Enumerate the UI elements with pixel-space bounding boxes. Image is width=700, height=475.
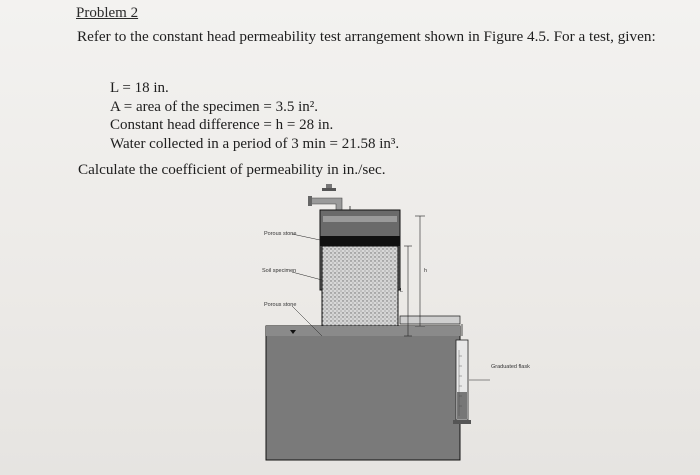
label-graduated-flask-text: Graduated flask bbox=[491, 364, 530, 370]
permeameter-diagram bbox=[250, 180, 560, 470]
problem-question: Refer to the constant head permeability test arrangement shown in Figure 4.5. For a test, given: bbox=[77, 28, 656, 45]
porous-stone-top bbox=[320, 236, 400, 246]
soil-specimen bbox=[322, 246, 398, 336]
label-L: L bbox=[400, 288, 404, 294]
problem-task: Calculate the coefficient of permeability in in./sec. bbox=[78, 161, 386, 178]
outlet-pipe bbox=[400, 316, 460, 324]
label-soil-specimen: Soil specimen bbox=[262, 268, 297, 274]
label-graduated-flask bbox=[491, 364, 530, 370]
given-volume: Water collected in a period of 3 min = 21.58 in³. bbox=[110, 135, 400, 152]
base-tank bbox=[266, 326, 460, 460]
label-h: h bbox=[424, 268, 428, 274]
given-list bbox=[110, 79, 399, 153]
permeameter-figure bbox=[250, 180, 560, 470]
water-surface bbox=[323, 216, 397, 222]
label-porous-stone-top: Porous stone bbox=[264, 231, 297, 237]
problem-heading: Problem 2 bbox=[76, 5, 139, 21]
given-head: Constant head difference = h = 28 in. bbox=[110, 117, 334, 133]
given-area: A = area of the specimen = 3.5 in². bbox=[110, 98, 319, 115]
label-porous-stone-bottom: Porous stone bbox=[264, 302, 297, 308]
given-length: L = 18 in. bbox=[110, 80, 169, 96]
